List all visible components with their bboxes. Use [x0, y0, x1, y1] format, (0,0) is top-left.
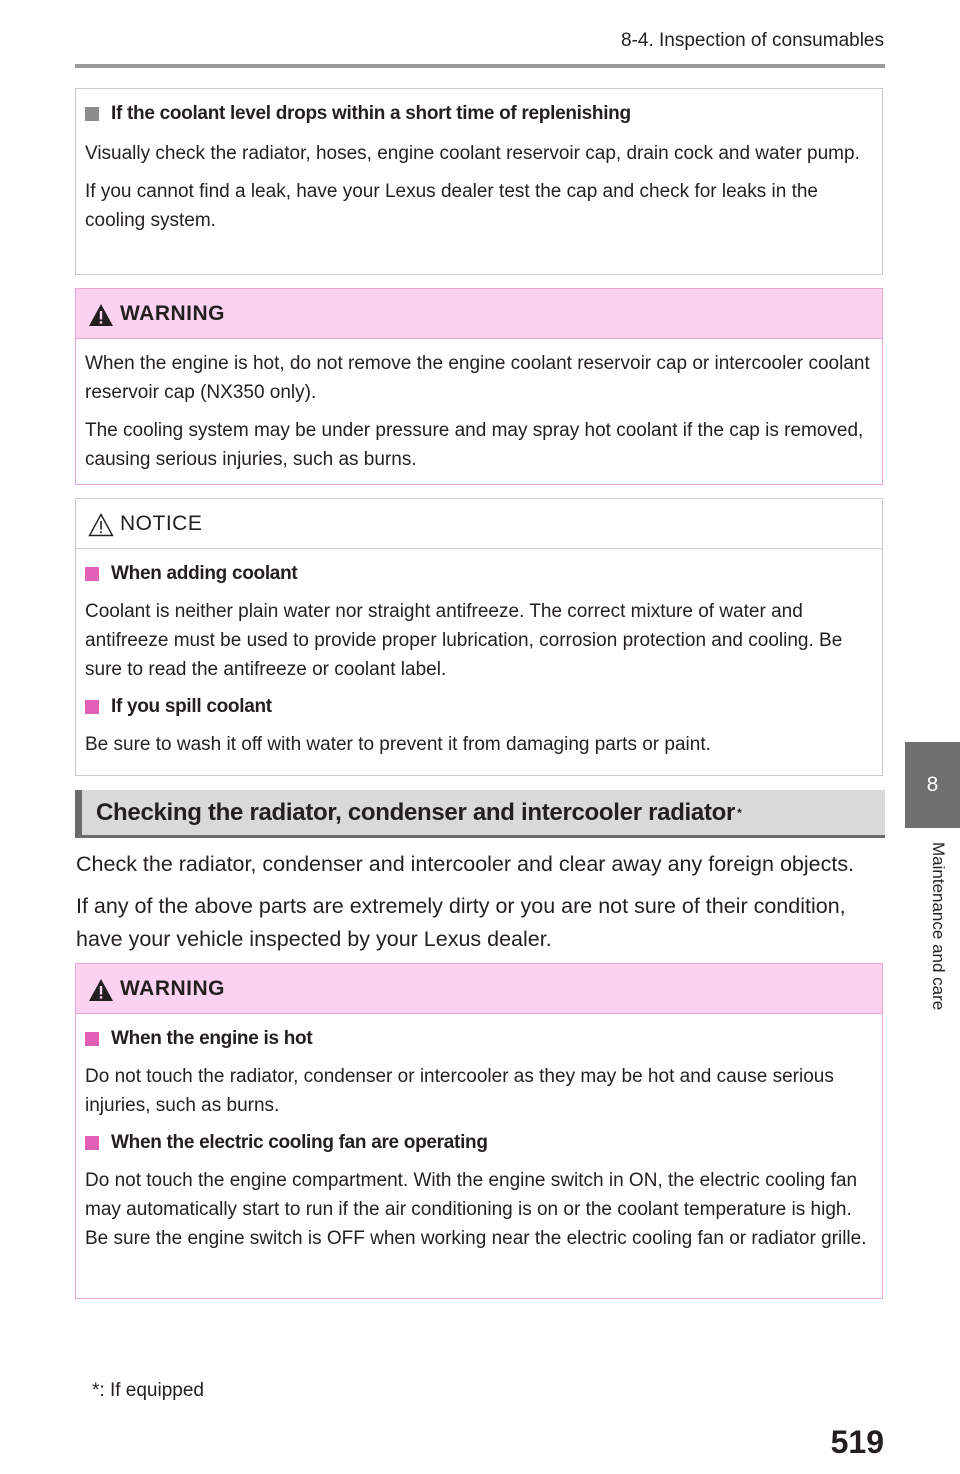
footnote: *: If equipped — [92, 1380, 204, 1401]
coolant-level-box — [75, 88, 883, 275]
warning-title: WARNING — [120, 976, 225, 1000]
caution-triangle-icon — [88, 513, 114, 537]
chapter-number: 8 — [926, 773, 939, 796]
warning-heading-fan — [85, 1130, 872, 1156]
notice-header — [76, 499, 882, 549]
section-text-2: If any of the above parts are extremely dirty or you are not sure of their condition, have your vehicle inspected by your Lexus dealer. — [76, 894, 846, 951]
warning-header — [76, 289, 882, 339]
notice-text-adding: Coolant is neither plain water nor straight antifreeze. The correct mixture of water and antifreeze must be used to provide proper lubrication, corrosion protection and cooling. Be sure to read the antifreeze or coolant label. — [85, 601, 843, 680]
notice-text-spill: Be sure to wash it off with water to prevent it from damaging parts or paint. — [85, 734, 711, 755]
coolant-level-heading-text: If the coolant level drops within a short time of replenishing — [111, 103, 631, 124]
chapter-label: Maintenance and care — [929, 842, 948, 1011]
notice-box — [75, 498, 883, 776]
square-bullet-icon — [85, 567, 99, 581]
warning-text-2: The cooling system may be under pressure and may spray hot coolant if the cap is removed, causing serious injuries, such as burns. — [85, 420, 864, 470]
warning-text-hot: Do not touch the radiator, condenser or intercooler as they may be hot and cause serious injuries, such as burns. — [85, 1066, 834, 1116]
warning-header — [76, 964, 882, 1014]
warning-title: WARNING — [120, 301, 225, 325]
warning-heading-fan-text: When the electric cooling fan are operating — [111, 1132, 488, 1153]
warning-triangle-icon — [88, 303, 114, 327]
warning-text-fan: Do not touch the engine compartment. With the engine switch in ON, the electric cooling fan may automatically start to run if the air conditioning is on or the coolant temperature is high. Be sure the engine switch is OFF when working near the electric cooling fan or radiator grille. — [85, 1170, 867, 1249]
warning-heading-hot-text: When the engine is hot — [111, 1028, 313, 1049]
square-bullet-icon — [85, 107, 99, 121]
notice-heading-adding-text: When adding coolant — [111, 563, 298, 584]
running-header: 8-4. Inspection of consumables — [621, 30, 884, 51]
warning-heading-hot — [85, 1026, 872, 1052]
warning-box-hot-engine-cap — [75, 288, 883, 485]
coolant-level-text-2: If you cannot find a leak, have your Lexus dealer test the cap and check for leaks in the cooling system. — [85, 181, 819, 231]
notice-heading-spill — [85, 694, 872, 720]
chapter-tab — [905, 742, 960, 828]
coolant-level-text-1: Visually check the radiator, hoses, engine coolant reservoir cap, drain cock and water pump. — [85, 143, 860, 164]
notice-title: NOTICE — [120, 511, 203, 535]
warning-box-radiator — [75, 963, 883, 1299]
page-number: 519 — [830, 1424, 884, 1460]
notice-heading-adding — [85, 561, 872, 587]
header-rule — [75, 64, 885, 68]
section-text-1: Check the radiator, condenser and intercooler and clear away any foreign objects. — [76, 852, 855, 876]
warning-triangle-icon — [88, 978, 114, 1002]
coolant-level-heading — [85, 101, 872, 127]
warning-text-1: When the engine is hot, do not remove the engine coolant reservoir cap or intercooler coolant reservoir cap (NX350 only). — [85, 353, 870, 403]
section-heading-text: Checking the radiator, condenser and intercooler radiator — [96, 798, 736, 826]
square-bullet-icon — [85, 1136, 99, 1150]
equipped-asterisk: * — [737, 805, 742, 820]
notice-heading-spill-text: If you spill coolant — [111, 696, 272, 717]
square-bullet-icon — [85, 700, 99, 714]
square-bullet-icon — [85, 1032, 99, 1046]
section-heading — [75, 790, 885, 838]
